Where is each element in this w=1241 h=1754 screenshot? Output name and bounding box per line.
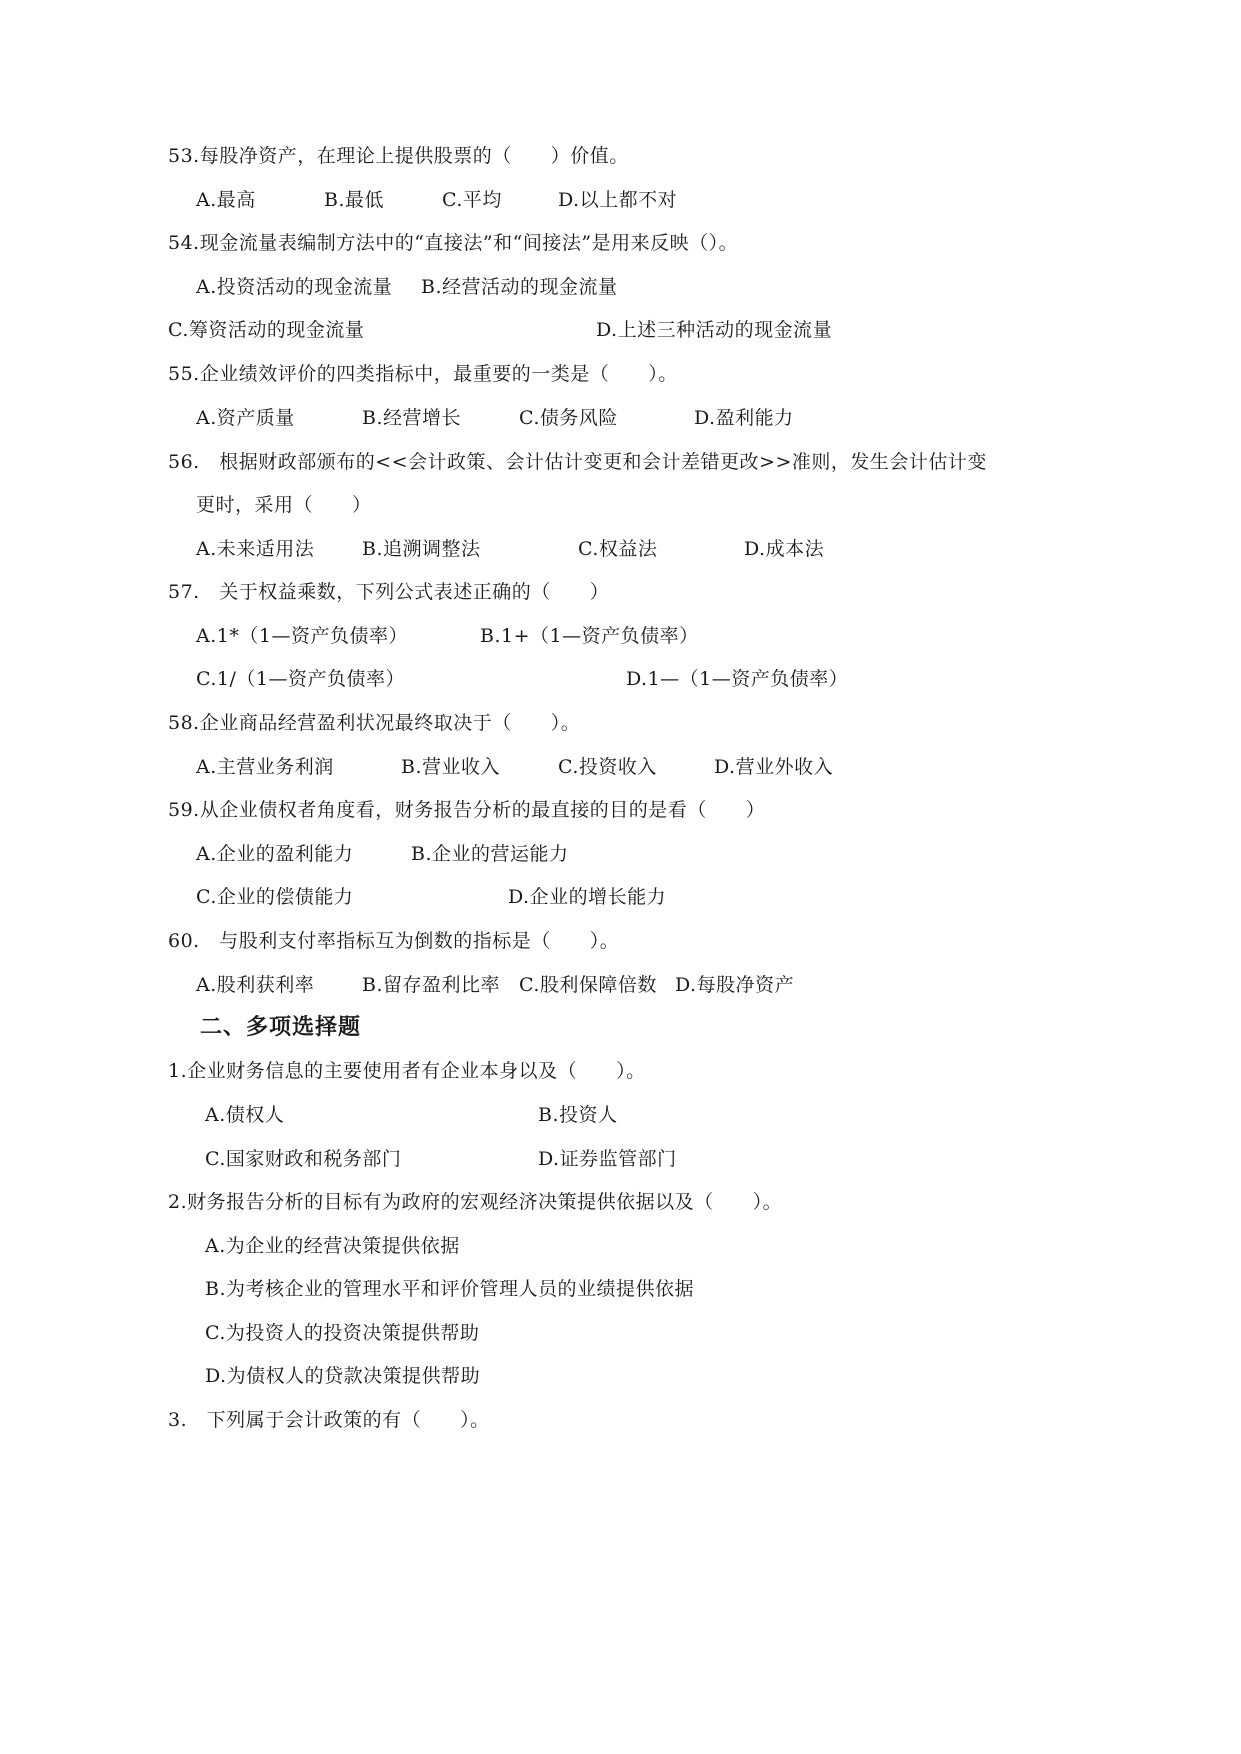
multi-question-1-option-b: B.投资人: [538, 1104, 618, 1126]
question-59-option-c: C.企业的偿债能力: [196, 886, 354, 908]
multi-question-2-option-d: D.为债权人的贷款决策提供帮助: [205, 1365, 481, 1387]
multi-question-3-stem: 3. 下列属于会计政策的有（ ）。: [168, 1409, 490, 1431]
question-55-option-d: D.盈利能力: [694, 407, 794, 429]
question-59-option-a: A.企业的盈利能力: [196, 843, 354, 865]
question-56-option-a: A.未来适用法: [196, 538, 315, 560]
question-60-stem: 60. 与股利支付率指标互为倒数的指标是（ ）。: [168, 930, 620, 952]
multi-question-2-option-b: B.为考核企业的管理水平和评价管理人员的业绩提供依据: [205, 1278, 695, 1300]
question-53-option-a: A.最高: [196, 189, 256, 211]
question-57-option-a: A.1*（1—资产负债率）: [196, 625, 408, 647]
question-53-option-d: D.以上都不对: [558, 189, 678, 211]
question-60-option-c: C.股利保障倍数: [519, 974, 657, 996]
question-58-stem: 58.企业商品经营盈利状况最终取决于（ ）。: [168, 712, 581, 734]
multi-question-1-stem: 1.企业财务信息的主要使用者有企业本身以及（ ）。: [168, 1060, 646, 1082]
question-58-option-b: B.营业收入: [401, 756, 501, 778]
question-54-stem: 54.现金流量表编制方法中的“直接法”和“间接法”是用来反映（）。: [168, 232, 739, 254]
question-58-option-c: C.投资收入: [558, 756, 657, 778]
multi-question-1-option-a: A.债权人: [205, 1104, 285, 1126]
question-55-option-a: A.资产质量: [196, 407, 295, 429]
question-59-option-b: B.企业的营运能力: [411, 843, 569, 865]
section-heading: 二、多项选择题: [200, 1015, 362, 1040]
question-54-option-d: D.上述三种活动的现金流量: [596, 319, 833, 341]
question-55-option-b: B.经营增长: [362, 407, 462, 429]
question-57-option-c: C.1/（1—资产负债率）: [196, 668, 405, 690]
question-60-option-d: D.每股净资产: [675, 974, 795, 996]
multi-question-2-stem: 2.财务报告分析的目标有为政府的宏观经济决策提供依据以及（ ）。: [168, 1191, 783, 1213]
question-58-option-d: D.营业外收入: [714, 756, 834, 778]
question-60-option-b: B.留存盈利比率: [362, 974, 501, 996]
question-53-stem: 53.每股净资产，在理论上提供股票的（ ）价值。: [168, 145, 629, 167]
question-57-option-d: D.1—（1—资产负债率）: [626, 668, 849, 690]
question-58-option-a: A.主营业务利润: [196, 756, 334, 778]
multi-question-1-option-c: C.国家财政和税务部门: [205, 1148, 402, 1170]
question-59-stem: 59.从企业债权者角度看，财务报告分析的最直接的目的是看（ ）: [168, 799, 766, 821]
question-55-stem: 55.企业绩效评价的四类指标中，最重要的一类是（ ）。: [168, 363, 678, 385]
multi-question-2-option-c: C.为投资人的投资决策提供帮助: [205, 1322, 480, 1344]
question-60-option-a: A.股利获利率: [196, 974, 315, 996]
question-57-stem: 57. 关于权益乘数，下列公式表述正确的（ ）: [168, 581, 610, 603]
question-53-option-c: C.平均: [442, 189, 502, 211]
question-56-stem: 56. 根据财政部颁布的<<会计政策、会计估计变更和会计差错更改>>准则，发生会计估计变: [168, 451, 987, 473]
question-53-option-b: B.最低: [324, 189, 385, 211]
question-56-option-c: C.权益法: [578, 538, 658, 560]
question-56-option-b: B.追溯调整法: [362, 538, 481, 560]
question-55-option-c: C.债务风险: [519, 407, 618, 429]
question-54-option-a: A.投资活动的现金流量: [196, 276, 393, 298]
multi-question-1-option-d: D.证券监管部门: [538, 1148, 677, 1170]
question-56-stem-continued: 更时，采用（ ）: [196, 494, 372, 516]
question-56-option-d: D.成本法: [744, 538, 825, 560]
question-57-option-b: B.1+（1—资产负债率）: [480, 625, 699, 647]
question-54-option-c: C.筹资活动的现金流量: [168, 319, 365, 341]
multi-question-2-option-a: A.为企业的经营决策提供依据: [205, 1235, 460, 1257]
question-59-option-d: D.企业的增长能力: [508, 886, 667, 908]
question-54-option-b: B.经营活动的现金流量: [421, 276, 618, 298]
